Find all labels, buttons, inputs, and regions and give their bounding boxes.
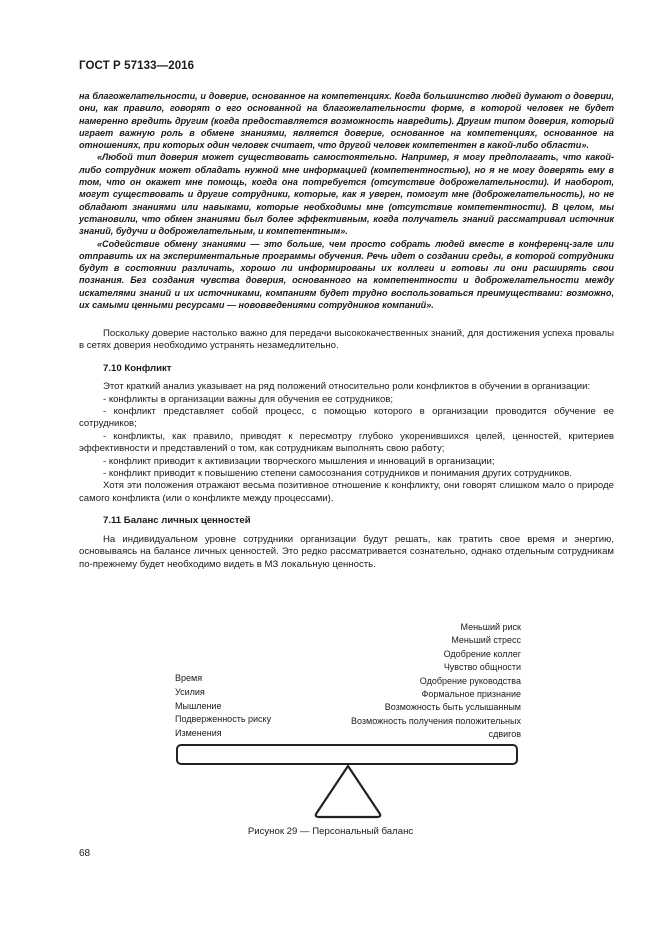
right-item: Формальное признание xyxy=(421,689,521,700)
right-item: сдвигов xyxy=(488,729,521,740)
right-item: Возможность быть услышанным xyxy=(384,702,521,713)
list-item: - конфликт представляет собой процесс, с помощью которого в организации проводится обучение ее сотрудников; xyxy=(79,406,614,430)
quote-paragraph-2: «Любой тип доверия может существовать самостоятельно. Например, я могу предполагать, что какой-либо сотрудник может обладать нужной мне информацией (компетентностью), но я не могу доверять ему в том, что он окажет мне помощь, когда она потребуется (отсутствие доброжелательности). И наоборот, могут существовать и другие сотрудники, которые, как я уверен, помогут мне (доброжелательность), но не обладают знаниями или навыками, которые необходимы мне (отсутствие компетентности). В целом, мы установили, что обмен знаниями был более эффективным, когда получатель знаний рассматривал источник знаний, будучи и доброжелательным, и компетентным». xyxy=(79,152,614,237)
list-item: - конфликт приводит к активизации творческого мышления и инноваций в организации; xyxy=(103,455,495,467)
list-item: - конфликты, как правило, приводят к пересмотру глубоко укоренившихся целей, ценностей, критериев эффективности и представлений о том, как сотрудникам выполнять свою работу; xyxy=(79,430,614,455)
left-item: Усилия xyxy=(175,686,205,697)
quote-paragraph-1: на благожелательности, и доверие, основанное на компетенциях. Когда большинство людей думают о доверии, они, как правило, говорят о его основанной на благожелательности форме, в которой человек не будет намеренно вредить другим (когда предоставляется возможность навредить). Другим типом доверия, который играет важную роль в обмене знаниями, является доверие, основанное на компетенциях, основанное на отношениях, при которых один человек считает, что другой человек компетентен в какой-либо области». xyxy=(79,91,614,151)
document-header: ГОСТ Р 57133—2016 xyxy=(79,60,195,72)
intro-paragraph: Поскольку доверие настолько важно для передачи высококачественных знаний, для достижения успеха провалы в сетях доверия необходимо устранять незамедлительно. xyxy=(79,328,614,352)
left-item: Мышление xyxy=(175,700,222,711)
figure-right-list xyxy=(351,621,521,742)
quote-block xyxy=(79,90,614,311)
right-item: Меньший стресс xyxy=(451,635,521,646)
right-item: Одобрение руководства xyxy=(419,675,521,686)
figure-left-list xyxy=(175,672,271,741)
left-item: Подверженность риску xyxy=(175,714,272,725)
section-7-10-closing: Хотя эти положения отражают весьма позитивное отношение к конфликту, они говорят слишком мало о природе самого конфликта (или о конфликте между процессами). xyxy=(79,480,614,504)
list-item: - конфликт приводит к повышению степени самосознания сотрудников и понимания других сотрудников. xyxy=(103,468,572,480)
right-item: Чувство общности xyxy=(443,662,521,673)
right-item: Меньший риск xyxy=(460,622,521,632)
section-7-11-title: 7.11 Баланс личных ценностей xyxy=(103,515,251,527)
list-item: - конфликты в организации важны для обучения ее сотрудников; xyxy=(103,393,394,405)
right-item: Одобрение коллег xyxy=(443,648,521,659)
page-number: 68 xyxy=(79,848,91,859)
right-item: Возможность получения положительных xyxy=(350,715,521,726)
main-text xyxy=(79,328,614,571)
section-7-10-title: 7.10 Конфликт xyxy=(103,362,172,374)
left-item: Изменения xyxy=(175,728,222,739)
section-7-10-lead: Этот краткий анализ указывает на ряд положений относительно роли конфликтов в обучении в организации: xyxy=(103,381,591,393)
section-7-11-text: На индивидуальном уровне сотрудники организации будут решать, как тратить свое время и энергию, основываясь на балансе личных ценностей. Это редко рассматривается сознательно, однако отдельным сотрудникам по-прежнему будет необходимо видеть в МЗ локальную ценность. xyxy=(79,533,614,570)
figure-caption: Рисунок 29 — Персональный баланс xyxy=(247,826,414,837)
balance-beam xyxy=(176,744,518,765)
quote-paragraph-3: «Содействие обмену знаниями — это больше, чем просто собрать людей вместе в конференц-зале или отправить их на экспериментальные программы обучения. Речь идет о создании среды, в которой сотрудники будут в состоянии различать, хорошо ли информированы их коллеги и готовы ли они расширять свои познания. Без создания чувства доверия, основанного на компетентности и доброжелательности между искателями знаний и их источниками, компаниям будет трудно воспользоваться преимуществами: возможно, их самыми ценными ресурсами — нововведениями сотрудников компаний». xyxy=(79,238,614,311)
balance-fulcrum-icon xyxy=(312,764,384,820)
left-item: Время xyxy=(175,673,203,683)
